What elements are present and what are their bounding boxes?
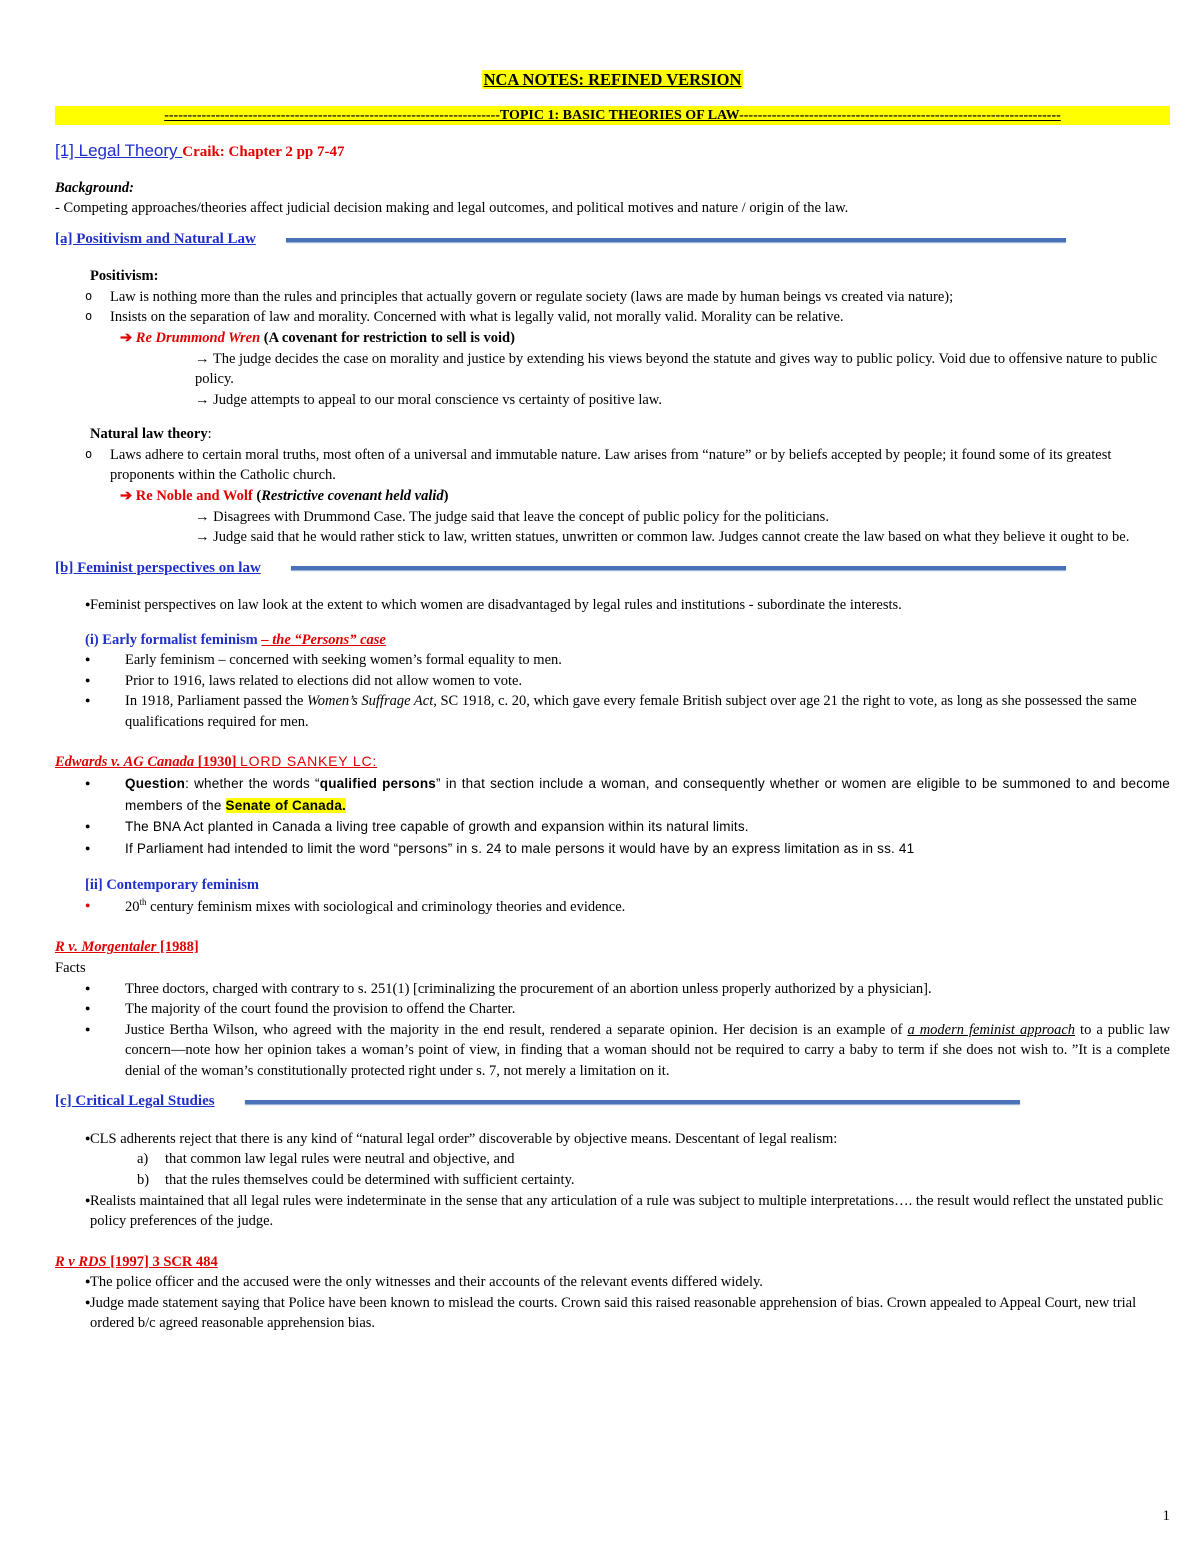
list-item: ● In 1918, Parliament passed the Women’s Suffrage Act, SC 1918, c. 20, which gave every female British subject over age 21 the right to vote, as long as she possessed the same qualifications required for men. (55, 691, 1170, 732)
document-title: NCA NOTES: REFINED VERSION (483, 70, 742, 89)
cls-alpha-list (55, 1149, 1170, 1190)
section-1-title: [1] Legal Theory (55, 141, 183, 161)
early-feminism-heading: (i) Early formalist feminism – the “Persons” case (85, 631, 386, 648)
section-1-heading (55, 139, 1170, 163)
background-label: Background: (55, 179, 134, 196)
feminist-intro-list (55, 595, 1170, 616)
section-c-header (55, 1091, 1170, 1112)
section-c-title: [c] Critical Legal Studies (55, 1093, 215, 1110)
section-b-title: [b] Feminist perspectives on law (55, 559, 261, 576)
section-b-header (55, 558, 1170, 579)
page-number: 1 (1162, 1507, 1170, 1524)
natural-law-label: Natural law theory: (90, 426, 212, 443)
edwards-list (55, 773, 1170, 859)
case-rds-heading: R v RDS [1997] 3 SCR 484 (55, 1253, 218, 1270)
list-item: o Law is nothing more than the rules and principles that actually govern or regulate society (laws are made by human beings vs created via nature); (55, 287, 1170, 308)
section-a-rule (286, 238, 1066, 242)
list-item: ● Justice Bertha Wilson, who agreed with the majority in the end result, rendered a separate opinion. Her decision is an example of a modern feminist approach to a public law concern—note how her opinion takes a woman’s point of view, in finding that a woman should not be required to carry a baby to term if she does not wish to. ”It is a complete denial of the woman’s constitutionally protected right under s. 7, not merely a limitation on it. (55, 1020, 1170, 1082)
case-note: → Disagrees with Drummond Case. The judge said that leave the concept of public policy for the politicians. (195, 508, 829, 525)
contemporary-feminism-list (55, 896, 1170, 917)
list-item: ● The BNA Act planted in Canada a living tree capable of growth and expansion within its natural limits. (55, 816, 1170, 838)
cls-list-2 (55, 1191, 1170, 1232)
positivism-list (55, 287, 1170, 328)
case-description: Restrictive covenant held valid (261, 487, 444, 504)
list-item: o Insists on the separation of law and morality. Concerned with what is legally valid, not morally valid. Morality can be relative. (55, 307, 1170, 328)
list-item: ● The police officer and the accused were the only witnesses and their accounts of the relevant events differed widely. (55, 1272, 1170, 1293)
arrow-icon: ➔ (120, 487, 136, 504)
case-note: → Judge said that he would rather stick to law, written statues, unwritten or common law. Judges cannot create the law based on what they believe it ought to be. (195, 529, 1130, 546)
section-b-rule (291, 566, 1066, 570)
list-item: ● CLS adherents reject that there is any kind of “natural legal order” discoverable by objective means. Descentant of legal realism: (55, 1129, 1170, 1150)
list-item: ● The majority of the court found the provision to offend the Charter. (55, 999, 1170, 1020)
list-item: ● 20th century feminism mixes with sociological and criminology theories and evidence. (55, 896, 1170, 917)
case-noble-wolf: ➔ Re Noble and Wolf (Restrictive covenant held valid) (120, 487, 449, 504)
document-page (55, 68, 1170, 1334)
cls-list (55, 1129, 1170, 1150)
natural-law-list (55, 445, 1170, 486)
case-note: → The judge decides the case on morality and justice by extending his views beyond the statute and gives way to public policy. Void due to offensive nature to public policy. (195, 350, 1158, 388)
morgentaler-list (55, 979, 1170, 1082)
topic-banner: ------------------------------------------------------------------------TOPIC 1: BASIC THEORIES OF LAW--------------------------------------------------------------------- (55, 106, 1170, 126)
section-a-title: [a] Positivism and Natural Law (55, 230, 256, 247)
list-item: ● Feminist perspectives on law look at the extent to which women are disadvantaged by legal rules and institutions - subordinate the interests. (55, 595, 1170, 616)
case-name: Re Drummond Wren (135, 329, 261, 346)
section-a-header (55, 229, 1170, 250)
list-item: b) that the rules themselves could be determined with sufficient certainty. (137, 1171, 575, 1188)
list-item: ● Realists maintained that all legal rules were indeterminate in the sense that any articulation of a rule was subject to multiple interpretations…. the result would reflect the unstated public policy preferences of the judge. (55, 1191, 1170, 1232)
case-morgentaler-heading: R v. Morgentaler [1988] (55, 939, 199, 956)
list-item: ● If Parliament had intended to limit the word “persons” in s. 24 to male persons it would have by an express limitation as in ss. 41 (55, 838, 1170, 860)
section-1-reference: Craik: Chapter 2 pp 7-47 (182, 144, 345, 161)
early-feminism-list (55, 650, 1170, 732)
list-item: ● Three doctors, charged with contrary to s. 251(1) [criminalizing the procurement of an abortion unless properly authorized by a physician]. (55, 979, 1170, 1000)
case-description: (A covenant for restriction to sell is void) (260, 329, 515, 346)
rds-list (55, 1272, 1170, 1334)
background-text: - Competing approaches/theories affect judicial decision making and legal outcomes, and political motives and nature / origin of the law. (55, 200, 849, 217)
case-name: Re Noble and Wolf (135, 487, 253, 504)
section-c-rule (245, 1100, 1020, 1104)
facts-label: Facts (55, 960, 86, 976)
list-item: ● Early feminism – concerned with seeking women’s formal equality to men. (55, 650, 1170, 671)
contemporary-feminism-heading: [ii] Contemporary feminism (85, 877, 259, 894)
positivism-label: Positivism: (90, 268, 159, 285)
case-note: → Judge attempts to appeal to our moral conscience vs certainty of positive law. (195, 391, 662, 408)
list-item: ● Prior to 1916, laws related to elections did not allow women to vote. (55, 671, 1170, 692)
arrow-icon: ➔ (120, 329, 136, 346)
case-edwards-heading: Edwards v. AG Canada [1930] LORD SANKEY LC: (55, 753, 378, 771)
list-item: a) that common law legal rules were neutral and objective, and (137, 1151, 515, 1168)
list-item: ● Question: whether the words “qualified persons” in that section include a woman, and consequently whether or women are eligible to be summoned to and become members of the Senate of Canada. (55, 773, 1170, 816)
case-drummond-wren (55, 328, 1170, 349)
list-item: ● Judge made statement saying that Police have been known to mislead the courts. Crown said this raised reasonable apprehension of bias. Crown appealed to Appeal Court, new trial ordered b/c agreed reasonable apprehension bias. (55, 1293, 1170, 1334)
list-item: o Laws adhere to certain moral truths, most often of a universal and immutable nature. Law arises from “nature” or by beliefs accepted by people; it found some of its greatest proponents within the Catholic church. (55, 445, 1170, 486)
